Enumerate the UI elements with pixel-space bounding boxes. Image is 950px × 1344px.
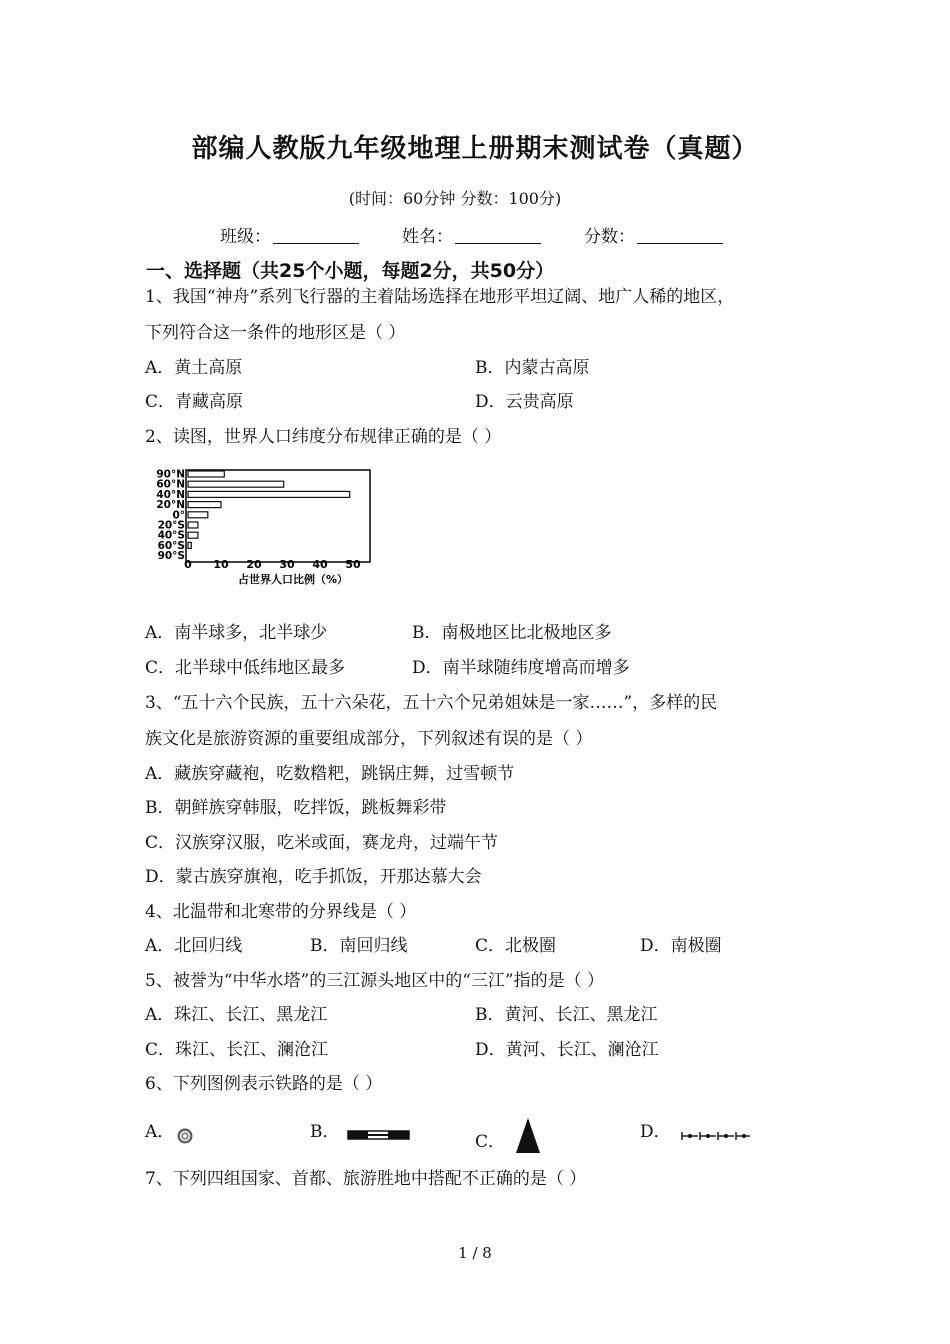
settlement-symbol-icon — [176, 1127, 194, 1145]
q6-option-c — [475, 1117, 542, 1155]
chart-bar — [188, 532, 198, 538]
chart-y-tick-label: 60°N — [156, 478, 185, 491]
q1-stem-line2: 下列符合这一条件的地形区是（ ） — [145, 323, 406, 343]
chart-x-tick-label: 40 — [312, 558, 328, 571]
q1-option-c: C．青藏高原 — [145, 392, 244, 412]
chart-x-tick-label: 0 — [184, 558, 192, 571]
q2-stem: 2、读图，世界人口纬度分布规律正确的是（ ） — [145, 427, 502, 447]
chart-x-tick-label: 10 — [213, 558, 229, 571]
score-label: 分数： — [584, 227, 635, 247]
chart-bar — [188, 471, 224, 477]
q4-option-b: B．南回归线 — [310, 936, 408, 956]
q3-option-b: B．朝鲜族穿韩服，吃拌饭，跳板舞彩带 — [145, 798, 447, 818]
chart-y-tick-label: 0° — [172, 509, 185, 522]
q2-option-b: B．南极地区比北极地区多 — [412, 623, 612, 643]
name-blank[interactable] — [455, 225, 541, 244]
chart-y-tick-label: 20°S — [157, 519, 185, 532]
chart-x-axis-label: 占世界人口比例（%） — [237, 573, 349, 586]
score-blank[interactable] — [637, 225, 723, 244]
q3-option-a: A．藏族穿藏袍，吃数糌粑，跳锅庄舞，过雪顿节 — [145, 764, 515, 784]
chart-x-tick-label: 30 — [279, 558, 295, 571]
score-field[interactable] — [584, 222, 723, 247]
chart-bar — [188, 481, 284, 487]
exam-time-score: (时间：60分钟 分数：100分) — [348, 189, 562, 208]
q3-stem-line1: 3、“五十六个民族，五十六朵花，五十六个兄弟姐妹是一家……”，多样的民 — [145, 693, 718, 713]
q7-stem: 7、下列四组国家、首都、旅游胜地中搭配不正确的是（ ） — [145, 1169, 587, 1189]
q3-option-d: D．蒙古族穿旗袍，吃手抓饭，开那达慕大会 — [145, 867, 482, 887]
chart-x-tick-label: 20 — [246, 558, 262, 571]
chart-bar — [188, 542, 191, 548]
q1-option-a: A．黄土高原 — [145, 358, 243, 378]
name-label: 姓名： — [402, 227, 453, 247]
q6-option-d — [640, 1117, 752, 1142]
mountain-peak-icon — [514, 1117, 542, 1155]
name-field[interactable] — [402, 222, 541, 247]
q2-option-d: D．南半球随纬度增高而增多 — [412, 658, 630, 678]
q6-stem: 6、下列图例表示铁路的是（ ） — [145, 1074, 383, 1094]
chart-bar — [188, 491, 350, 497]
section-heading: 一、选择题（共25个小题，每题2分，共50分） — [146, 260, 555, 282]
q6-option-b-label: B． — [310, 1122, 340, 1142]
chart-bar — [188, 512, 208, 518]
q6-option-a-label: A． — [145, 1122, 175, 1142]
q1-option-b: B．内蒙古高原 — [475, 358, 590, 378]
chart-y-tick-label: 40°N — [156, 488, 185, 501]
q6-option-c-label: C． — [475, 1132, 506, 1152]
q5-option-c: C．珠江、长江、澜沧江 — [145, 1040, 329, 1060]
q4-stem: 4、北温带和北寒带的分界线是（ ） — [145, 902, 417, 922]
railway-symbol-icon — [347, 1129, 411, 1141]
q2-option-c: C．北半球中低纬地区最多 — [145, 658, 346, 678]
q5-option-a: A．珠江、长江、黑龙江 — [145, 1005, 328, 1025]
chart-x-tick-label: 50 — [345, 558, 361, 571]
population-latitude-chart — [148, 462, 438, 588]
q6-option-d-label: D． — [640, 1122, 671, 1142]
page-number: 1 / 8 — [458, 1244, 492, 1262]
chart-y-tick-label: 90°S — [157, 550, 185, 563]
q6-option-a — [145, 1117, 194, 1145]
class-blank[interactable] — [273, 225, 359, 244]
q6-option-b — [310, 1117, 411, 1142]
q3-stem-line2: 族文化是旅游资源的重要组成部分，下列叙述有误的是（ ） — [145, 729, 593, 749]
q5-option-d: D．黄河、长江、澜沧江 — [475, 1040, 659, 1060]
q5-stem: 5、被誉为“中华水塔”的三江源头地区中的“三江”指的是（ ） — [145, 971, 604, 991]
page-title: 部编人教版九年级地理上册期末测试卷（真题） — [191, 134, 759, 164]
q4-option-c: C．北极圈 — [475, 936, 557, 956]
boundary-line-icon — [680, 1130, 752, 1142]
q4-option-a: A．北回归线 — [145, 936, 243, 956]
q2-option-a: A．南半球多，北半球少 — [145, 623, 328, 643]
q1-option-d: D．云贵高原 — [475, 392, 574, 412]
chart-bar — [188, 522, 198, 528]
q1-stem-line1: 1、我国“神舟”系列飞行器的主着陆场选择在地形平坦辽阔、地广人稀的地区， — [145, 287, 735, 307]
q5-option-b: B．黄河、长江、黑龙江 — [475, 1005, 658, 1025]
class-label: 班级： — [220, 227, 271, 247]
chart-y-tick-label: 40°S — [157, 529, 185, 542]
q4-option-d: D．南极圈 — [640, 936, 722, 956]
class-field[interactable] — [220, 222, 359, 247]
q3-option-c: C．汉族穿汉服，吃米或面，赛龙舟，过端午节 — [145, 833, 499, 853]
chart-y-tick-label: 60°S — [157, 539, 185, 552]
chart-y-tick-label: 90°N — [156, 468, 185, 481]
chart-y-tick-label: 20°N — [156, 499, 185, 512]
chart-bar — [188, 502, 221, 508]
